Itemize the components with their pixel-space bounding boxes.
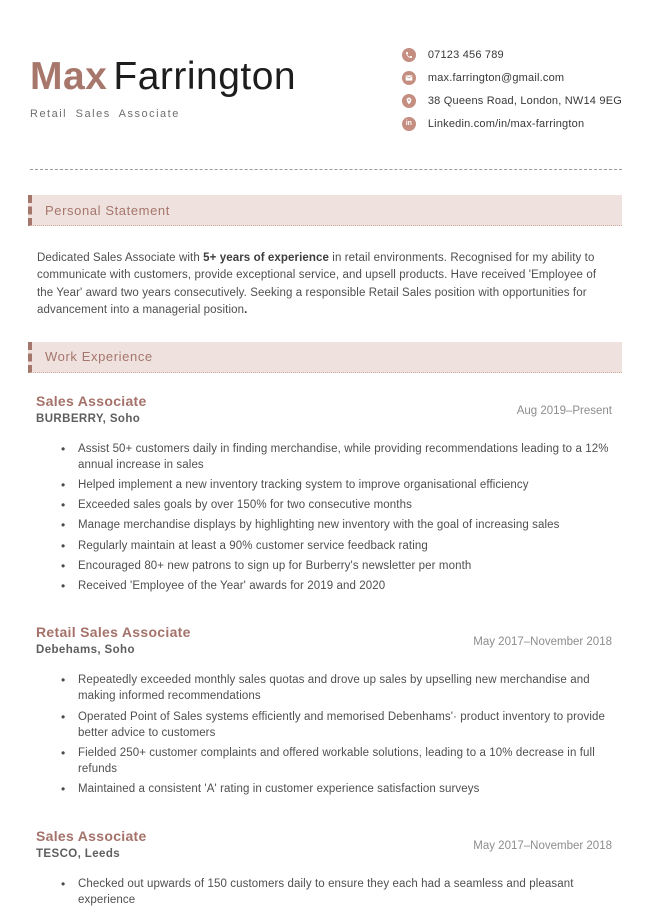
bullet-item: • Checked out upwards of 150 customers daily to ensure they each had a seamless and pleasant experience <box>36 876 612 908</box>
section-title: Personal Statement <box>45 202 170 218</box>
bullet-item: • Manage merchandise displays by highlighting new inventory with the goal of increasing sales <box>36 517 612 533</box>
job-head <box>36 624 612 656</box>
section-header-personal-statement <box>28 195 622 226</box>
bullet-item: • Encouraged 80+ new patrons to sign up for Burberry's newsletter per month <box>36 558 612 574</box>
phone-icon <box>402 48 416 62</box>
linkedin-icon: in <box>402 117 416 131</box>
bullet-item: • Exceeded sales goals by over 150% for two consecutive months <box>36 497 612 513</box>
header <box>0 0 650 140</box>
contact-linkedin-text: Linkedin.com/in/max-farrington <box>427 117 585 130</box>
job-dates: May 2017–November 2018 <box>473 636 612 649</box>
contact-row-phone <box>402 48 622 61</box>
bullet-item: • Repeatedly exceeded monthly sales quotas and drove up sales by upselling new merchandise and making informed recommendations <box>36 672 612 704</box>
job-company: TESCO, Leeds <box>36 847 121 860</box>
statement-part-bold: 5+ years of experience <box>203 252 330 264</box>
job-company: Debehams, Soho <box>36 644 135 657</box>
contact-email-text: max.farrington@gmail.com <box>427 71 565 84</box>
email-icon <box>402 71 416 85</box>
contact-address-text: 38 Queens Road, London, NW14 9EG <box>427 94 622 107</box>
work-experience-section <box>0 342 650 908</box>
job-title-heading: Sales Associate <box>36 392 147 409</box>
first-name: Max <box>30 55 108 98</box>
job-title-heading: Sales Associate <box>36 827 147 844</box>
bullet-item: • Operated Point of Sales systems efficiently and memorised Debenhams'· product inventory to provide better advice to customers <box>36 709 612 741</box>
contact-list <box>402 46 622 140</box>
job-head <box>36 828 612 860</box>
statement-part: Dedicated Sales Associate with <box>37 252 204 264</box>
job-bullet-list <box>36 672 612 797</box>
statement-part-bold: . <box>244 304 248 317</box>
bullet-item: • Received 'Employee of the Year' awards for 2019 and 2020 <box>36 578 612 594</box>
job-bullet-list <box>36 876 612 908</box>
job-bullet-list <box>36 441 612 595</box>
personal-statement-text <box>37 250 612 320</box>
bullet-item: • Maintained a consistent 'A' rating in customer experience satisfaction surveys <box>36 781 612 797</box>
job-entry-debenhams <box>36 624 612 797</box>
contact-row-email <box>402 71 622 84</box>
location-icon <box>402 94 416 108</box>
page-title <box>30 56 296 99</box>
job-entry-burberry <box>36 393 612 595</box>
job-title-heading: Retail Sales Associate <box>36 624 191 641</box>
job-entry-tesco <box>36 828 612 908</box>
bullet-item: • Helped implement a new inventory tracking system to improve organisational efficiency <box>36 477 612 493</box>
contact-row-address <box>402 94 622 107</box>
section-title: Work Experience <box>45 349 153 365</box>
job-dates: Aug 2019–Present <box>516 404 612 417</box>
contact-row-linkedin <box>402 117 622 130</box>
job-title-subtitle: Retail Sales Associate <box>30 107 180 120</box>
identity-block <box>30 46 296 120</box>
statement-part: in retail environments. Recognised for my ability to communicate with customers, provide exceptional service, and upsell products. Have received 'Employee of the Year' award two years consecutively. Seeking a responsible Retail Sales position with opportunities for advancement into a managerial position <box>37 252 597 317</box>
bullet-item: • Assist 50+ customers daily in finding merchandise, while providing recommendations leading to a 12% annual increase in sales <box>36 441 612 473</box>
section-header-work-experience <box>28 342 622 373</box>
last-name: Farrington <box>113 55 297 98</box>
bullet-item: • Fielded 250+ customer complaints and offered workable solutions, leading to a 10% decrease in full refunds <box>36 745 612 777</box>
bullet-item: • Regularly maintain at least a 90% customer service feedback rating <box>36 538 612 554</box>
job-head <box>36 393 612 425</box>
contact-phone-text: 07123 456 789 <box>427 48 504 61</box>
personal-statement-section <box>0 195 650 320</box>
header-divider <box>30 169 622 170</box>
job-company: BURBERRY, Soho <box>36 412 141 425</box>
job-dates: May 2017–November 2018 <box>473 839 612 852</box>
